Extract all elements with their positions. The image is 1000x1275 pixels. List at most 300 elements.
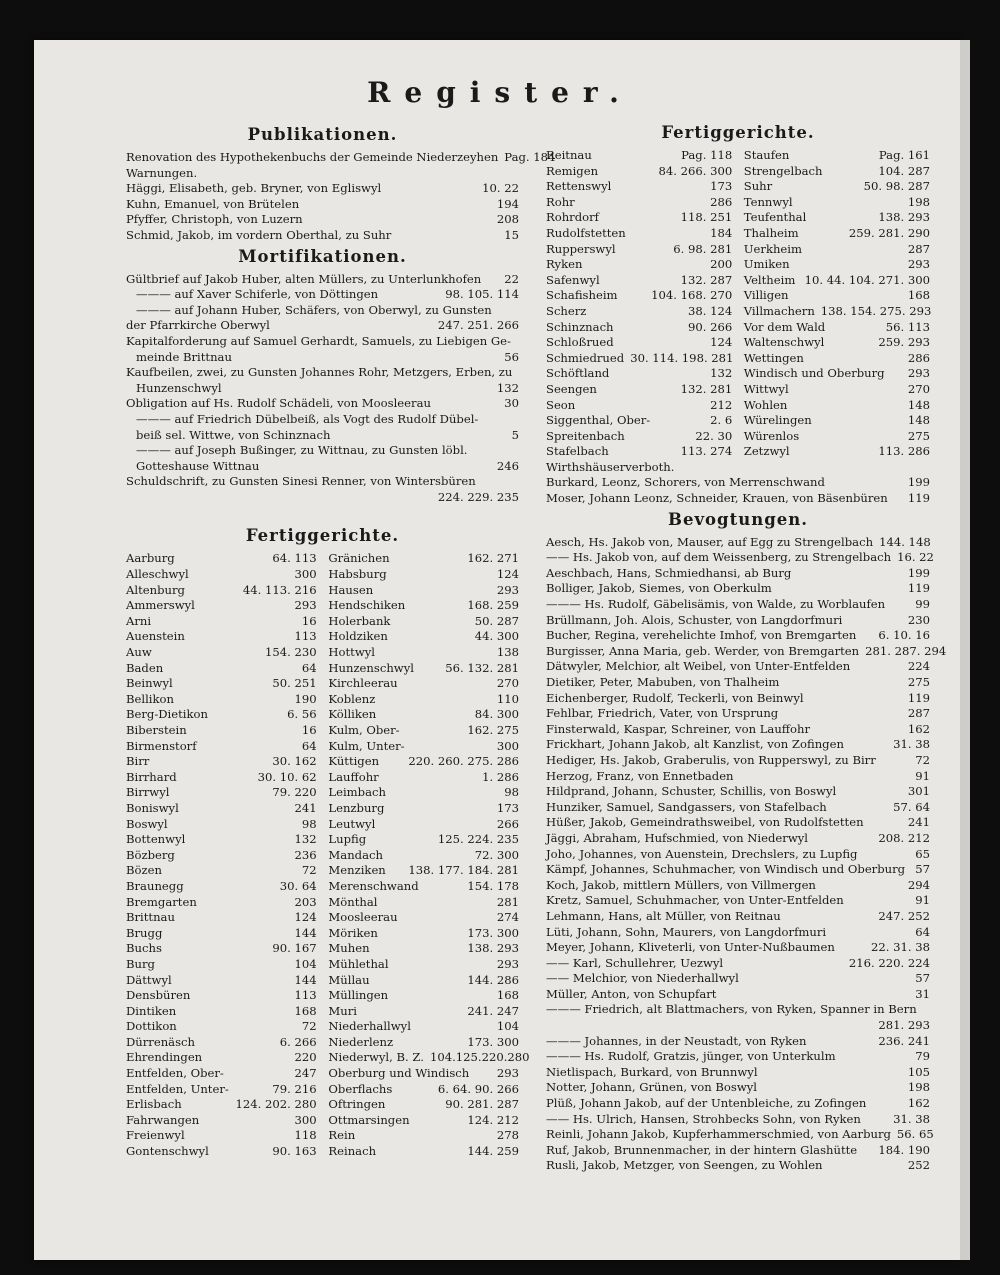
index-entry bbox=[744, 382, 930, 398]
index-entry bbox=[546, 535, 930, 551]
entry-name: Stafelbach bbox=[546, 444, 609, 459]
index-entry bbox=[328, 551, 519, 567]
fertiggerichte-col-2 bbox=[328, 551, 530, 1159]
entry-pages: 98. 105. 114 bbox=[445, 287, 519, 302]
entry-name: Kuhn, Emanuel, von Brütelen bbox=[126, 196, 300, 211]
index-entry bbox=[126, 973, 317, 989]
entry-name: Arni bbox=[126, 613, 152, 628]
index-entry bbox=[126, 910, 317, 926]
fertiggerichte-grid-right bbox=[546, 148, 930, 460]
index-entry bbox=[546, 613, 930, 629]
index-entry bbox=[328, 832, 519, 848]
entry-pages: 10. 22 bbox=[482, 181, 519, 196]
index-entry bbox=[546, 550, 934, 566]
entry-pages: 168 bbox=[496, 988, 519, 1003]
index-entry bbox=[126, 863, 317, 879]
entry-name: Hendschiken bbox=[328, 598, 406, 613]
index-entry bbox=[126, 785, 317, 801]
entry-pages: 119 bbox=[907, 690, 930, 705]
entry-name: Niederwyl, B. Z. bbox=[328, 1050, 424, 1065]
index-entry bbox=[126, 723, 317, 739]
entry-pages: 91 bbox=[915, 768, 930, 783]
entry-name: Mandach bbox=[328, 847, 383, 862]
entry-name: Umiken bbox=[743, 257, 790, 272]
entry-pages: 6. 98. 281 bbox=[673, 241, 733, 256]
entry-name: Rusli, Jakob, Metzger, von Seengen, zu Wohlen bbox=[546, 1158, 823, 1173]
entry-pages: 6. 64. 90. 266 bbox=[437, 1081, 519, 1096]
entry-name: Schmid, Jakob, im vordern Oberthal, zu Suhr bbox=[126, 227, 392, 242]
entry-name: der Pfarrkirche Oberwyl bbox=[126, 318, 270, 333]
entry-name: Moser, Johann Leonz, Schneider, Krauen, von Bäsenbüren bbox=[546, 491, 888, 506]
entry-name: Kretz, Samuel, Schuhmacher, von Unter-Entfelden bbox=[546, 893, 844, 908]
entry-name: Würenlos bbox=[743, 428, 800, 443]
index-entry bbox=[328, 926, 519, 942]
index-entry bbox=[744, 257, 930, 273]
index-entry bbox=[126, 350, 519, 366]
index-entry bbox=[546, 971, 930, 987]
entry-pages: 301 bbox=[907, 784, 930, 799]
index-entry bbox=[546, 878, 930, 894]
entry-pages: 220 bbox=[294, 1050, 317, 1065]
entry-pages bbox=[513, 365, 519, 381]
index-entry bbox=[126, 197, 519, 213]
entry-pages: 236. 241 bbox=[878, 1033, 930, 1048]
entry-name: Holerbank bbox=[328, 613, 391, 628]
index-entry bbox=[546, 940, 930, 956]
entry-pages: 56. 113 bbox=[885, 319, 930, 334]
entry-pages: 293 bbox=[496, 1066, 519, 1081]
entry-name: Kulm, Unter- bbox=[328, 738, 405, 753]
index-entry bbox=[126, 598, 317, 614]
index-entry bbox=[328, 645, 519, 661]
entry-pages: 22 bbox=[504, 271, 519, 286]
entry-name: ——— Johannes, in der Neustadt, von Ryken bbox=[546, 1033, 807, 1048]
index-entry bbox=[546, 1002, 930, 1018]
entry-pages: 56 bbox=[504, 349, 519, 364]
entry-name: Thalheim bbox=[743, 225, 799, 240]
index-entry bbox=[546, 382, 732, 398]
entry-name: —— Karl, Schullehrer, Uezwyl bbox=[546, 955, 724, 970]
index-entry bbox=[126, 692, 317, 708]
entry-name: Ammerswyl bbox=[126, 598, 195, 613]
entry-pages bbox=[513, 443, 519, 459]
index-entry bbox=[126, 848, 317, 864]
entry-name: Ruf, Jakob, Brunnenmacher, in der hintern Glashütte bbox=[546, 1142, 858, 1157]
index-entry bbox=[546, 413, 732, 429]
index-entry bbox=[126, 287, 519, 303]
entry-pages: 138. 293 bbox=[878, 210, 930, 225]
entry-pages: 50. 98. 287 bbox=[863, 179, 930, 194]
entry-name: Küttigen bbox=[328, 754, 380, 769]
heading-publikationen: Publikationen. bbox=[247, 125, 398, 144]
index-entry bbox=[126, 957, 317, 973]
index-entry bbox=[546, 179, 732, 195]
index-entry bbox=[546, 304, 732, 320]
entry-name: Schuldschrift, zu Gunsten Sinesi Renner, von Wintersbüren bbox=[126, 474, 476, 489]
entry-pages: 144 bbox=[294, 972, 317, 987]
index-entry bbox=[546, 847, 930, 863]
index-entry bbox=[546, 475, 930, 491]
index-entry bbox=[126, 879, 317, 895]
entry-pages: 30. 10. 62 bbox=[257, 769, 317, 784]
index-entry bbox=[546, 706, 930, 722]
entry-name: —— Melchior, von Niederhallwyl bbox=[546, 971, 739, 986]
index-entry bbox=[126, 396, 519, 412]
entry-name: Koblenz bbox=[328, 691, 376, 706]
entry-pages: 259. 281. 290 bbox=[848, 225, 930, 240]
index-entry bbox=[546, 351, 732, 367]
index-entry bbox=[328, 707, 519, 723]
index-entry bbox=[126, 412, 519, 428]
entry-name: Lenzburg bbox=[328, 800, 385, 815]
index-entry bbox=[546, 226, 732, 242]
entry-pages: 236 bbox=[294, 847, 317, 862]
entry-name: Reinach bbox=[328, 1144, 377, 1159]
entry-pages: 5 bbox=[511, 427, 519, 442]
entry-name: Rohr bbox=[546, 194, 575, 209]
entry-name: Siggenthal, Ober- bbox=[546, 413, 651, 428]
index-entry bbox=[546, 429, 732, 445]
index-entry bbox=[546, 444, 732, 460]
entry-name: Rupperswyl bbox=[546, 241, 616, 256]
index-entry bbox=[546, 784, 930, 800]
entry-pages: 6. 56 bbox=[287, 707, 317, 722]
index-entry bbox=[126, 832, 317, 848]
entry-name: Waltenschwyl bbox=[743, 335, 825, 350]
index-entry bbox=[126, 1082, 317, 1098]
index-entry bbox=[126, 428, 519, 444]
entry-name: Moosleerau bbox=[328, 910, 398, 925]
index-entry bbox=[126, 1035, 317, 1051]
entry-pages: Pag. 118 bbox=[681, 148, 733, 162]
entry-name: Wohlen bbox=[743, 397, 788, 412]
entry-pages: 30. 162 bbox=[272, 754, 317, 769]
entry-name: Ottmarsingen bbox=[328, 1112, 410, 1127]
entry-name: Hüßer, Jakob, Gemeindrathsweibel, von Rudolfstetten bbox=[546, 815, 864, 830]
entry-name: Plüß, Johann Jakob, auf der Untenbleiche, zu Zofingen bbox=[546, 1096, 867, 1111]
entry-name: Beinwyl bbox=[126, 676, 173, 691]
index-entry bbox=[546, 659, 930, 675]
index-entry bbox=[546, 956, 930, 972]
index-entry bbox=[744, 273, 930, 289]
entry-pages: 132 bbox=[496, 380, 519, 395]
index-entry bbox=[546, 257, 732, 273]
index-entry bbox=[546, 722, 930, 738]
entry-name: Schinznach bbox=[546, 319, 614, 334]
index-entry bbox=[126, 707, 317, 723]
entry-name: Uerkheim bbox=[743, 241, 802, 256]
entry-pages: 64. 113 bbox=[272, 551, 317, 566]
index-entry bbox=[126, 551, 317, 567]
index-entry bbox=[126, 228, 519, 244]
entry-pages: 22. 30 bbox=[695, 428, 733, 443]
entry-pages: 104 bbox=[294, 956, 317, 971]
entry-name: Niederhallwyl bbox=[328, 1019, 411, 1034]
entry-name: Nietlispach, Burkard, von Brunnwyl bbox=[546, 1064, 758, 1079]
index-entry bbox=[744, 242, 930, 258]
entry-pages: 162 bbox=[907, 1096, 930, 1111]
entry-pages: 104 bbox=[496, 1019, 519, 1034]
entry-pages bbox=[924, 1002, 930, 1018]
index-entry bbox=[546, 800, 930, 816]
index-entry bbox=[744, 429, 930, 445]
entry-pages: 132 bbox=[294, 832, 317, 847]
entry-pages: 118 bbox=[294, 1128, 317, 1143]
index-entry bbox=[328, 598, 519, 614]
entry-name: Gültbrief auf Jakob Huber, alten Müllers, zu Unterlunkhofen bbox=[126, 271, 482, 286]
entry-pages: 72 bbox=[301, 863, 317, 878]
index-entry bbox=[328, 583, 519, 599]
entry-pages: 300 bbox=[294, 567, 317, 582]
entry-pages: 224 bbox=[907, 659, 930, 674]
wirthshaus-list bbox=[546, 475, 930, 506]
index-entry bbox=[328, 661, 519, 677]
entry-name: Vor dem Wald bbox=[743, 319, 826, 334]
index-entry bbox=[328, 1050, 530, 1066]
fertiggerichte-col-3 bbox=[546, 148, 732, 460]
index-entry bbox=[546, 597, 930, 613]
index-entry bbox=[546, 769, 930, 785]
entry-pages: 119 bbox=[907, 581, 930, 596]
index-entry bbox=[546, 737, 930, 753]
entry-pages: 184. 190 bbox=[878, 1142, 930, 1157]
entry-pages: 113. 274 bbox=[680, 444, 733, 459]
entry-name: Fahrwangen bbox=[126, 1112, 200, 1127]
entry-name: Auw bbox=[126, 645, 152, 660]
entry-name: Birrhard bbox=[126, 769, 177, 784]
index-entry bbox=[126, 676, 317, 692]
index-entry bbox=[546, 815, 930, 831]
index-entry bbox=[126, 1050, 317, 1066]
mortifications-list bbox=[126, 272, 519, 506]
entry-name: Dintiken bbox=[126, 1003, 177, 1018]
entry-pages: 90. 281. 287 bbox=[445, 1097, 519, 1112]
entry-name: Braunegg bbox=[126, 878, 184, 893]
index-entry bbox=[126, 181, 519, 197]
entry-name: Bellikon bbox=[126, 691, 174, 706]
index-entry bbox=[126, 1113, 317, 1129]
entry-pages: 224. 229. 235 bbox=[437, 489, 519, 504]
entry-pages: 241. 247 bbox=[467, 1003, 519, 1018]
entry-name: Jäggi, Abraham, Hufschmied, von Niederwyl bbox=[546, 830, 809, 845]
entry-name: ——— Friedrich, alt Blattmachers, von Ryken, Spanner in Bern bbox=[546, 1002, 917, 1017]
entry-name: Leimbach bbox=[328, 785, 386, 800]
entry-pages: 259. 293 bbox=[878, 335, 930, 350]
entry-pages: 44. 113. 216 bbox=[242, 582, 317, 597]
entry-name: Joho, Johannes, von Auenstein, Drechslers, zu Lupfig bbox=[546, 846, 858, 861]
index-entry bbox=[546, 491, 930, 507]
index-entry bbox=[126, 629, 317, 645]
entry-name: Hausen bbox=[328, 582, 374, 597]
entry-pages: 247 bbox=[294, 1066, 317, 1081]
entry-pages: 216. 220. 224 bbox=[848, 955, 930, 970]
index-entry bbox=[744, 366, 930, 382]
page-edge bbox=[960, 40, 970, 1260]
index-entry bbox=[546, 862, 930, 878]
index-entry bbox=[126, 739, 317, 755]
entry-pages bbox=[513, 334, 519, 350]
index-entry bbox=[126, 381, 519, 397]
entry-pages: 266 bbox=[496, 816, 519, 831]
index-entry bbox=[744, 335, 930, 351]
entry-pages: 104.125.220.280 bbox=[429, 1050, 530, 1065]
entry-name: Gränichen bbox=[328, 551, 390, 566]
index-entry bbox=[546, 398, 732, 414]
index-entry bbox=[126, 941, 317, 957]
entry-name: Wettingen bbox=[743, 350, 804, 365]
entry-pages: 154. 230 bbox=[264, 645, 317, 660]
entry-pages: 113. 286 bbox=[878, 444, 930, 459]
entry-name: Kulm, Ober- bbox=[328, 723, 400, 737]
entry-pages: 200 bbox=[710, 257, 733, 272]
entry-pages: 57 bbox=[915, 971, 930, 986]
entry-pages: 119 bbox=[907, 491, 930, 506]
entry-pages: 241 bbox=[907, 815, 930, 830]
entry-name: Brittnau bbox=[126, 910, 175, 925]
entry-name: Brüllmann, Joh. Alois, Schuster, von Langdorfmuri bbox=[546, 612, 843, 627]
entry-pages: 294 bbox=[907, 877, 930, 892]
index-entry bbox=[126, 272, 519, 288]
index-entry bbox=[546, 288, 732, 304]
index-entry bbox=[744, 148, 930, 164]
index-entry bbox=[126, 1144, 317, 1160]
index-entry bbox=[546, 335, 732, 351]
entry-name: Müllingen bbox=[328, 988, 389, 1003]
entry-pages: 148 bbox=[907, 397, 930, 412]
entry-name: Fehlbar, Friedrich, Vater, von Ursprung bbox=[546, 706, 779, 721]
index-entry bbox=[546, 1049, 930, 1065]
entry-pages: 98 bbox=[504, 785, 519, 800]
entry-pages: 56. 65 bbox=[896, 1127, 934, 1142]
entry-name: Rohrdorf bbox=[546, 210, 599, 225]
index-entry bbox=[126, 1004, 317, 1020]
index-entry bbox=[328, 770, 519, 786]
index-entry bbox=[546, 893, 930, 909]
entry-pages: 6. 266 bbox=[279, 1034, 317, 1049]
entry-name: Meyer, Johann, Kliveterli, von Unter-Nußbaumen bbox=[546, 940, 835, 955]
entry-name: Muhen bbox=[328, 941, 370, 956]
entry-name: ——— auf Friedrich Dübelbeiß, als Vogt des Rudolf Dübel- bbox=[136, 411, 479, 426]
left-column bbox=[126, 122, 556, 1160]
entry-name: Dietiker, Peter, Mabuben, von Thalheim bbox=[546, 675, 780, 689]
entry-pages: Pag. 161 bbox=[878, 148, 930, 162]
entry-name: Menziken bbox=[328, 863, 386, 878]
entry-pages: 168. 259 bbox=[467, 598, 519, 613]
heading-fertiggerichte-right: Fertiggerichte. bbox=[661, 123, 815, 142]
entry-name: Mühlethal bbox=[328, 956, 389, 971]
entry-name: Schloßrued bbox=[546, 335, 614, 350]
entry-pages: 72. 300 bbox=[474, 847, 519, 862]
entry-name: Bucher, Regina, verehelichte Imhof, von Bremgarten bbox=[546, 628, 857, 643]
index-entry bbox=[328, 1113, 519, 1129]
entry-name: Oftringen bbox=[328, 1097, 386, 1112]
entry-name: Lehmann, Hans, alt Müller, von Reitnau bbox=[546, 908, 781, 923]
index-entry bbox=[546, 1018, 930, 1034]
entry-pages: 168 bbox=[907, 288, 930, 303]
index-entry bbox=[546, 691, 930, 707]
entry-pages: 124. 202. 280 bbox=[235, 1097, 317, 1112]
index-entry bbox=[328, 895, 519, 911]
entry-name: Schmiedrued bbox=[546, 350, 625, 365]
entry-pages: 194 bbox=[496, 196, 519, 211]
index-entry bbox=[546, 148, 732, 164]
entry-pages: 124 bbox=[710, 335, 733, 350]
index-entry bbox=[546, 925, 930, 941]
index-entry bbox=[546, 643, 947, 660]
entry-pages: 105 bbox=[907, 1064, 930, 1079]
index-entry bbox=[546, 1096, 930, 1112]
entry-name: Habsburg bbox=[328, 567, 387, 582]
entry-name: Reinli, Johann Jakob, Kupferhammerschmied, von Aarburg bbox=[546, 1127, 891, 1142]
index-entry bbox=[328, 629, 519, 645]
index-entry bbox=[546, 320, 732, 336]
index-entry bbox=[744, 164, 930, 180]
entry-name: Merenschwand bbox=[328, 878, 419, 893]
entry-pages: 124. 212 bbox=[467, 1112, 519, 1127]
entry-name: Rein bbox=[328, 1128, 356, 1143]
entry-pages: 44. 300 bbox=[474, 629, 519, 644]
index-entry bbox=[126, 212, 519, 228]
index-entry bbox=[126, 754, 317, 770]
entry-name: Müller, Anton, von Schupfart bbox=[546, 986, 717, 1001]
entry-pages: 293 bbox=[907, 366, 930, 381]
index-entry bbox=[126, 443, 519, 459]
entry-name: Buchs bbox=[126, 941, 162, 956]
entry-name: Häggi, Elisabeth, geb. Bryner, von Egliswyl bbox=[126, 181, 382, 196]
entry-name: Kapitalforderung auf Samuel Gerhardt, Samuels, zu Liebigen Ge- bbox=[126, 333, 511, 348]
index-entry bbox=[126, 1097, 317, 1113]
entry-name: ——— Hs. Rudolf, Gäbelisämis, von Walde, zu Worblaufen bbox=[546, 597, 886, 612]
entry-name: Baden bbox=[126, 660, 164, 675]
fertiggerichte-grid-left bbox=[126, 551, 530, 1159]
index-entry bbox=[546, 242, 732, 258]
entry-pages: 90. 167 bbox=[272, 941, 317, 956]
entry-name: Birr bbox=[126, 754, 150, 769]
entry-pages bbox=[513, 474, 519, 490]
entry-name: Teufenthal bbox=[743, 210, 807, 225]
index-entry bbox=[744, 195, 930, 211]
entry-name: Birmenstorf bbox=[126, 738, 197, 753]
index-entry bbox=[126, 474, 519, 490]
index-entry bbox=[744, 398, 930, 414]
index-entry bbox=[126, 365, 519, 381]
entry-name: Leutwyl bbox=[328, 816, 376, 831]
entry-pages: 50. 251 bbox=[272, 676, 317, 691]
entry-pages: 64 bbox=[915, 924, 930, 939]
entry-pages: 220. 260. 275. 286 bbox=[408, 754, 519, 769]
entry-name: Entfelden, Unter- bbox=[126, 1081, 229, 1096]
entry-pages: 132 bbox=[710, 366, 733, 381]
entry-pages: 56. 132. 281 bbox=[445, 660, 519, 675]
entry-name: ——— auf Xaver Schiferle, von Döttingen bbox=[136, 287, 379, 302]
index-entry bbox=[126, 770, 317, 786]
index-entry: Renovation des Hypothekenbuchs der Gemeinde Niederzeyhen Pag. 184 bbox=[126, 150, 556, 164]
entry-pages: 293 bbox=[907, 257, 930, 272]
entry-name: Aesch, Hs. Jakob von, Mauser, auf Egg zu Strengelbach bbox=[546, 534, 874, 549]
entry-pages: 148 bbox=[907, 413, 930, 428]
entry-name: Hunzenschwyl bbox=[328, 660, 414, 675]
index-entry bbox=[126, 1128, 317, 1144]
index-entry bbox=[744, 288, 930, 304]
entry-pages: 104. 168. 270 bbox=[651, 288, 733, 303]
entry-pages: 281. 287. 294 bbox=[865, 643, 947, 658]
entry-pages: 10. 44. 104. 271. 300 bbox=[804, 272, 930, 287]
index-entry bbox=[328, 941, 519, 957]
entry-pages: 162. 271 bbox=[467, 551, 519, 566]
entry-pages: 173 bbox=[496, 800, 519, 815]
entry-name: Finsterwald, Kaspar, Schreiner, von Lauffohr bbox=[546, 721, 811, 736]
entry-name: meinde Brittnau bbox=[136, 349, 232, 364]
